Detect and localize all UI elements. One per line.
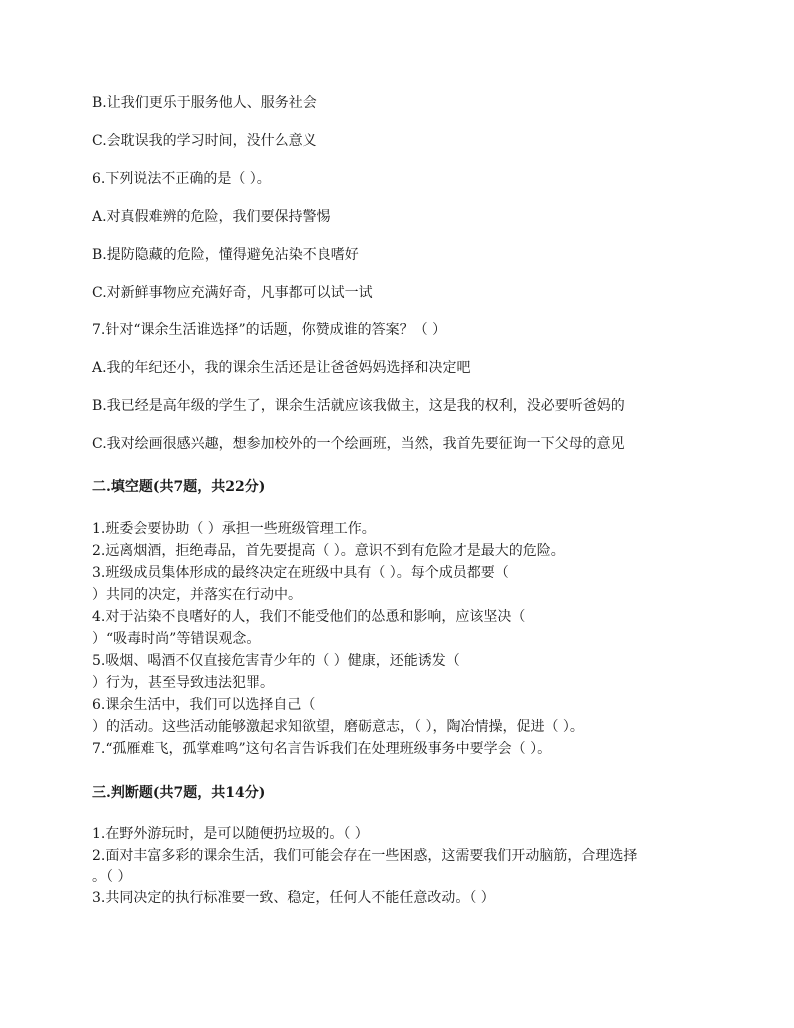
fill-blank-line: 5.吸烟、喝酒不仅直接危害青少年的（ ）健康，还能诱发（ — [92, 653, 460, 669]
option-line: C.对新鲜事物应充满好奇，凡事都可以试一试 — [92, 285, 373, 301]
fill-blank-line: ）行为，甚至导致违法犯罪。 — [92, 675, 274, 691]
fill-blank-line: 3.班级成员集体形成的最终决定在班级中具有（ ）。每个成员都要（ — [92, 565, 509, 581]
option-line: C.我对绘画很感兴趣，想参加校外的一个绘画班，当然，我首先要征询一下父母的意见 — [92, 436, 625, 452]
option-line: A.我的年纪还小，我的课余生活还是让爸爸妈妈选择和决定吧 — [92, 360, 471, 376]
fill-blank-line: ）“吸毒时尚”等错误观念。 — [92, 631, 261, 647]
fill-blank-line: 7.“孤雁难飞，孤掌难鸣”这句名言告诉我们在处理班级事务中要学会（ ）。 — [92, 741, 552, 757]
option-line: B.让我们更乐于服务他人、服务社会 — [92, 95, 317, 111]
option-line: B.我已经是高年级的学生了，课余生活就应该我做主，这是我的权利，没必要听爸妈的 — [92, 398, 625, 414]
question-line: 6.下列说法不正确的是（ ）。 — [92, 171, 271, 187]
fill-blank-line: ）的活动。这些活动能够激起求知欲望，磨砺意志，（ ），陶冶情操，促进（ ）。 — [92, 719, 584, 735]
option-line: C.会耽误我的学习时间，没什么意义 — [92, 133, 317, 149]
question-line: 7.针对“课余生活谁选择”的话题，你赞成谁的答案？（ ） — [92, 322, 447, 338]
section-heading-true-false: 三.判断题(共7题，共14分) — [92, 785, 266, 801]
section-heading-fill-blank: 二.填空题(共7题，共22分) — [92, 479, 266, 495]
true-false-line: 1.在野外游玩时，是可以随便扔垃圾的。（ ） — [92, 826, 369, 842]
true-false-line: 2.面对丰富多彩的课余生活，我们可能会存在一些困惑，这需要我们开动脑筋，合理选择 — [92, 848, 638, 864]
true-false-line: 3.共同决定的执行标准要一致、稳定，任何人不能任意改动。（ ） — [92, 890, 495, 906]
fill-blank-line: 6.课余生活中，我们可以选择自己（ — [92, 697, 316, 713]
true-false-line: 。（ ） — [92, 869, 132, 885]
fill-blank-line: 1.班委会要协助（ ）承担一些班级管理工作。 — [92, 521, 376, 537]
fill-blank-line: ）共同的决定，并落实在行动中。 — [92, 587, 302, 603]
option-line: A.对真假难辨的危险，我们要保持警惕 — [92, 209, 331, 225]
fill-blank-line: 4.对于沾染不良嗜好的人，我们不能受他们的怂恿和影响，应该坚决（ — [92, 609, 526, 625]
fill-blank-line: 2.远离烟酒，拒绝毒品，首先要提高（ ）。意识不到有危险才是最大的危险。 — [92, 543, 565, 559]
option-line: B.提防隐藏的危险，懂得避免沾染不良嗜好 — [92, 247, 359, 263]
